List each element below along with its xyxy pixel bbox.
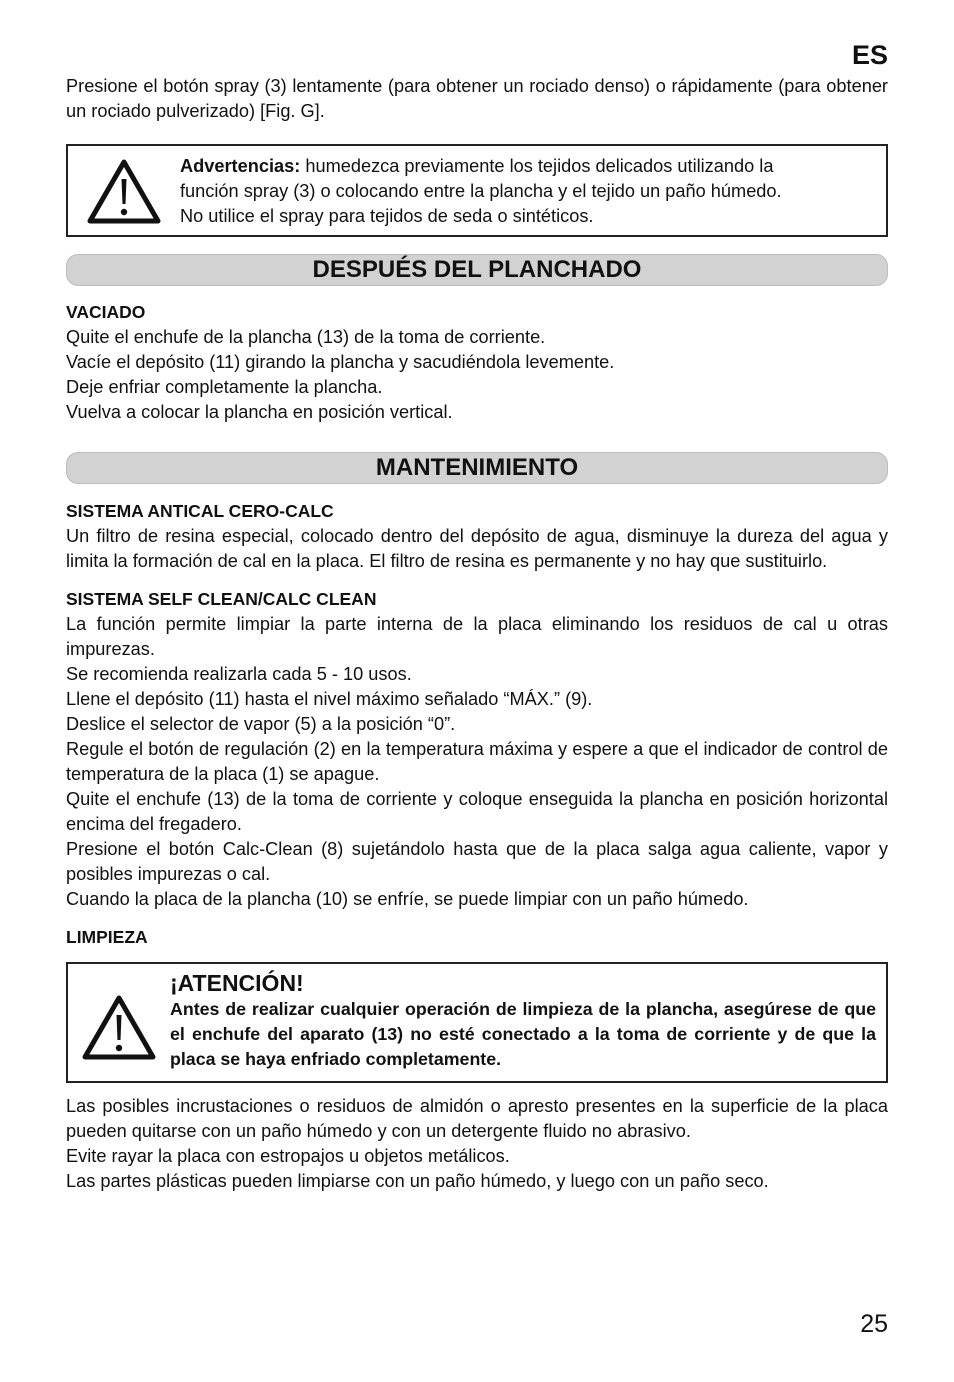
list-item: Quite el enchufe (13) de la toma de corriente y coloque enseguida la plancha en posición horizontal encima del fregadero.	[66, 789, 888, 834]
section-mantenimiento-content	[66, 499, 888, 950]
section-title: DESPUÉS DEL PLANCHADO	[312, 256, 642, 283]
list-item: Deslice el selector de vapor (5) a la posición “0”.	[66, 714, 456, 734]
list-item: Deje enfriar completamente la plancha.	[66, 377, 383, 397]
list-item: Vacíe el depósito (11) girando la plancha y sacudiéndola levemente.	[66, 352, 615, 372]
list-item: Presione el botón Calc-Clean (8) sujetándolo hasta que de la placa salga agua caliente, vapor y posibles impurezas o cal.	[66, 839, 888, 884]
warning-box-2	[66, 962, 888, 1083]
subheading-limpieza: LIMPIEZA	[66, 927, 148, 947]
warning-label: Advertencias:	[180, 155, 301, 176]
warning-line: función spray (3) o colocando entre la plancha y el tejido un paño húmedo.	[180, 180, 782, 201]
paragraph-antical: Un filtro de resina especial, colocado dentro del depósito de agua, disminuye la dureza del agua y limita la formación de cal en la placa. El filtro de resina es permanente y no hay que sustituirlo.	[66, 526, 888, 571]
paragraph: Evite rayar la placa con estropajos u objetos metálicos.	[66, 1146, 510, 1166]
warning-text-2	[170, 964, 886, 1072]
warning-line: No utilice el spray para tejidos de seda o sintéticos.	[180, 205, 594, 226]
subheading-self-clean: SISTEMA SELF CLEAN/CALC CLEAN	[66, 589, 377, 609]
warning-box-1	[66, 144, 888, 237]
list-item: Vuelva a colocar la plancha en posición vertical.	[66, 402, 453, 422]
warning-text-1	[180, 153, 782, 229]
paragraph: Las posibles incrustaciones o residuos de almidón o apresto presentes en la superficie de la placa pueden quitarse con un paño húmedo y con un detergente fluido no abrasivo.	[66, 1096, 888, 1141]
intro-paragraph: Presione el botón spray (3) lentamente (para obtener un rociado denso) o rápidamente (para obtener un rociado pulverizado) [Fig. G].	[66, 76, 888, 121]
paragraph: Las partes plásticas pueden limpiarse con un paño húmedo, y luego con un paño seco.	[66, 1171, 769, 1191]
warning-triangle-icon	[68, 157, 180, 225]
list-item: Llene el depósito (11) hasta el nivel máximo señalado “MÁX.” (9).	[66, 689, 593, 709]
cleaning-content	[66, 1094, 888, 1194]
list-item: Cuando la placa de la plancha (10) se enfríe, se puede limpiar con un paño húmedo.	[66, 889, 749, 909]
section-title: MANTENIMIENTO	[375, 454, 579, 481]
warning-body: Antes de realizar cualquier operación de limpieza de la plancha, asegúrese de que el enchufe del aparato (13) no esté conectado a la toma de corriente y de que la placa se haya enfriado completamente.	[170, 999, 876, 1069]
warning-line: humedezca previamente los tejidos delicados utilizando la	[300, 155, 774, 176]
section-banner-despues	[66, 254, 888, 286]
section-banner-mantenimiento	[66, 452, 888, 484]
list-item: La función permite limpiar la parte interna de la placa eliminando los residuos de cal u otras impurezas.	[66, 614, 888, 659]
section-despues-content	[66, 300, 888, 425]
page-number: 25	[860, 1310, 888, 1338]
warning-title: ¡ATENCIÓN!	[170, 970, 304, 996]
list-item: Se recomienda realizarla cada 5 - 10 usos.	[66, 664, 412, 684]
subheading-antical: SISTEMA ANTICAL CERO-CALC	[66, 501, 334, 521]
list-item: Regule el botón de regulación (2) en la temperatura máxima y espere a que el indicador de control de temperatura de la placa (1) se apague.	[66, 739, 888, 784]
list-item: Quite el enchufe de la plancha (13) de la toma de corriente.	[66, 327, 546, 347]
language-code: ES	[851, 40, 888, 70]
subheading-vaciado: VACIADO	[66, 302, 146, 322]
warning-triangle-icon	[68, 964, 170, 1081]
